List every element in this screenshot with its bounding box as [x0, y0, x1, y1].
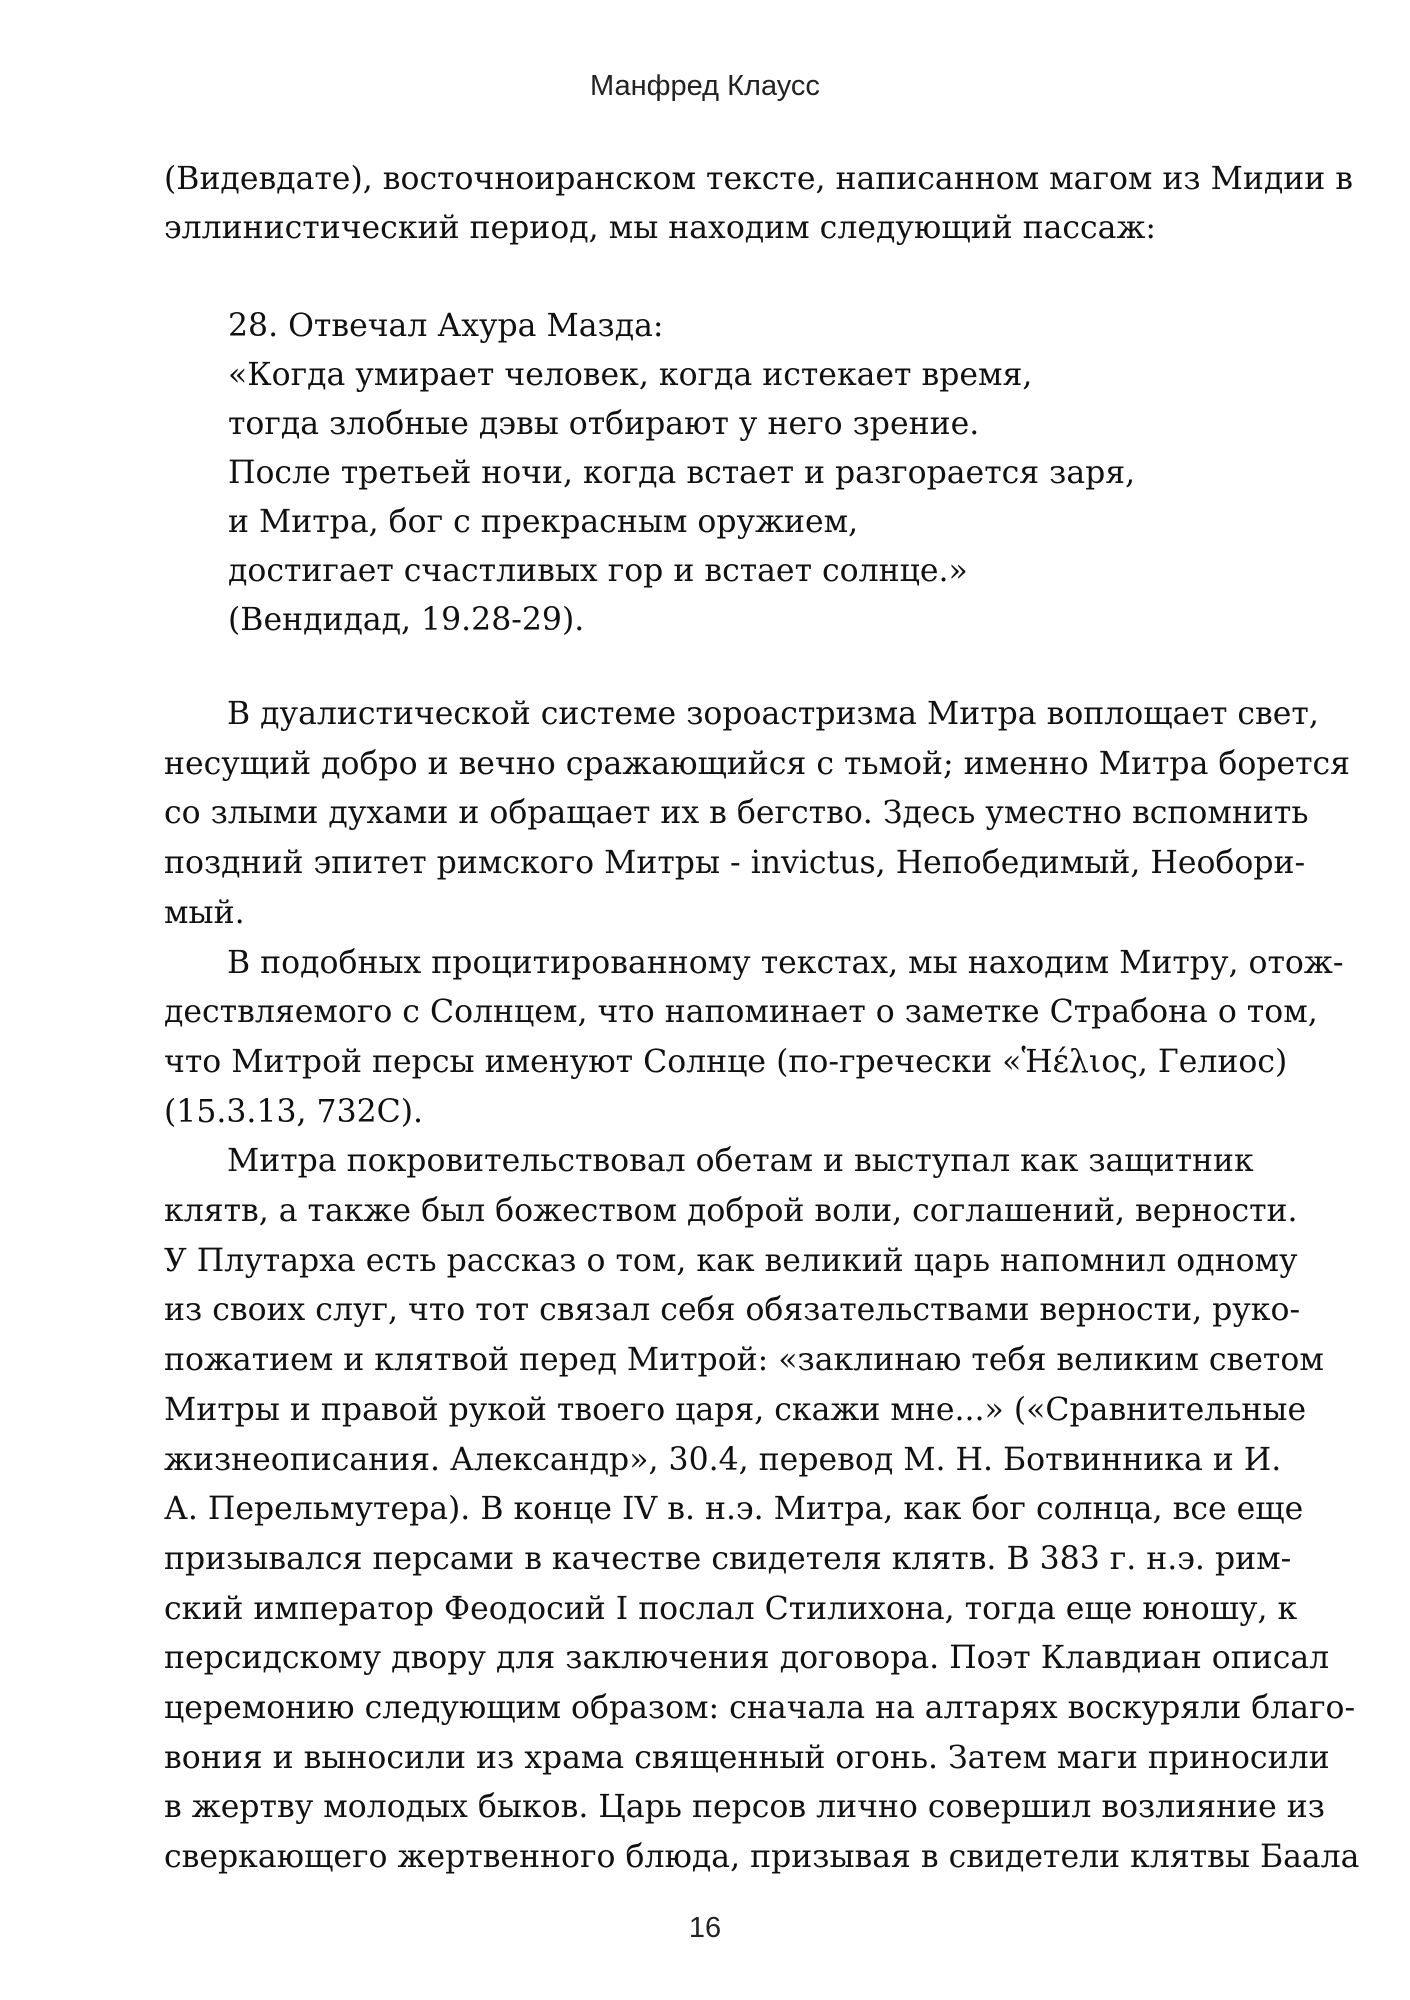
paragraph: [164, 939, 1344, 1138]
text-line: в жертву молодых быков. Царь персов лично совершил возлияние из: [164, 1789, 1325, 1826]
text-line: (Видевдате), восточноиранском тексте, написанном магом из Мидии в: [164, 161, 1354, 197]
text-line: ский император Феодосий I послал Стилихона, тогда еще юношу, к: [164, 1590, 1298, 1627]
text-line: пожатием и клятвой перед Митрой: «заклинаю тебя великим светом: [164, 1342, 1324, 1379]
text-line: вония и выносили из храма священный огонь. Затем маги приносили: [164, 1739, 1330, 1776]
quote-line: и Митра, бог с прекрасным оружием,: [228, 504, 859, 540]
text-line: А. Перельмутера). В конце IV в. н.э. Митра, как бог солнца, все еще: [164, 1491, 1304, 1528]
text-line: призывался персами в качестве свидетеля клятв. В 383 г. н.э. рим-: [164, 1540, 1292, 1577]
text-line: дествляемого с Солнцем, что напоминает о заметке Страбона о том,: [164, 994, 1318, 1031]
paragraph: [164, 690, 1351, 939]
text-line: из своих слуг, что тот связал себя обязательствами верности, руко-: [164, 1292, 1301, 1329]
text-line: (15.3.13, 732C).: [164, 1093, 424, 1130]
page-number: 16: [688, 1912, 722, 1944]
text-line: Митра покровительствовал обетам и выступал как защитник: [227, 1143, 1254, 1180]
text-line: жизнеописания. Александр», 30.4, перевод М. Н. Ботвинника и И.: [164, 1441, 1282, 1478]
text-line: В дуалистической системе зороастризма Митра воплощает свет,: [227, 696, 1319, 732]
text-line: персидскому двору для заключения договора. Поэт Клавдиан описал: [164, 1640, 1330, 1677]
quote-line: тогда злобные дэвы отбирают у него зрение.: [228, 406, 980, 442]
quote-line: «Когда умирает человек, когда истекает время,: [228, 357, 1033, 393]
text-line: эллинистический период, мы находим следующий пассаж:: [164, 210, 1157, 246]
text-line: клятв, а также был божеством доброй воли, соглашений, верности.: [164, 1193, 1298, 1230]
text-line: со злыми духами и обращает их в бегство. Здесь уместно вспомнить: [164, 795, 1309, 832]
text-line: церемонию следующим образом: сначала на алтарях воскуряли благо-: [164, 1690, 1356, 1727]
text-line: У Плутарха есть рассказ о том, как великий царь напомнил одному: [164, 1242, 1298, 1279]
text-line: В подобных процитированному текстах, мы находим Митру, отож-: [227, 944, 1344, 981]
block-quote: [228, 302, 1228, 645]
text-line: мый.: [164, 894, 245, 931]
quote-line: достигает счастливых гор и встает солнце.»: [228, 553, 968, 589]
text-line: Митры и правой рукой твоего царя, скажи мне...» («Сравнительные: [164, 1391, 1307, 1428]
text-line: что Митрой персы именуют Солнце (по-гречески «Ἡέλιος, Гелиос): [164, 1043, 1288, 1080]
text-line: сверкающего жертвенного блюда, призывая в свидетели клятвы Баала: [164, 1839, 1360, 1876]
quote-line: После третьей ночи, когда встает и разгорается заря,: [228, 455, 1136, 491]
running-head: Манфред Клаусс: [590, 70, 820, 102]
quote-line: (Вендидад, 19.28-29).: [228, 602, 585, 638]
body-text: [164, 690, 1360, 1883]
paragraph: [164, 1137, 1360, 1883]
text-line: несущий добро и вечно сражающийся с тьмой; именно Митра борется: [164, 745, 1351, 782]
intro-text: [164, 155, 1354, 253]
quote-line: 28. Отвечал Ахура Мазда:: [228, 308, 664, 344]
text-line: поздний эпитет римского Митры - invictus, Непобедимый, Необори-: [164, 845, 1306, 882]
